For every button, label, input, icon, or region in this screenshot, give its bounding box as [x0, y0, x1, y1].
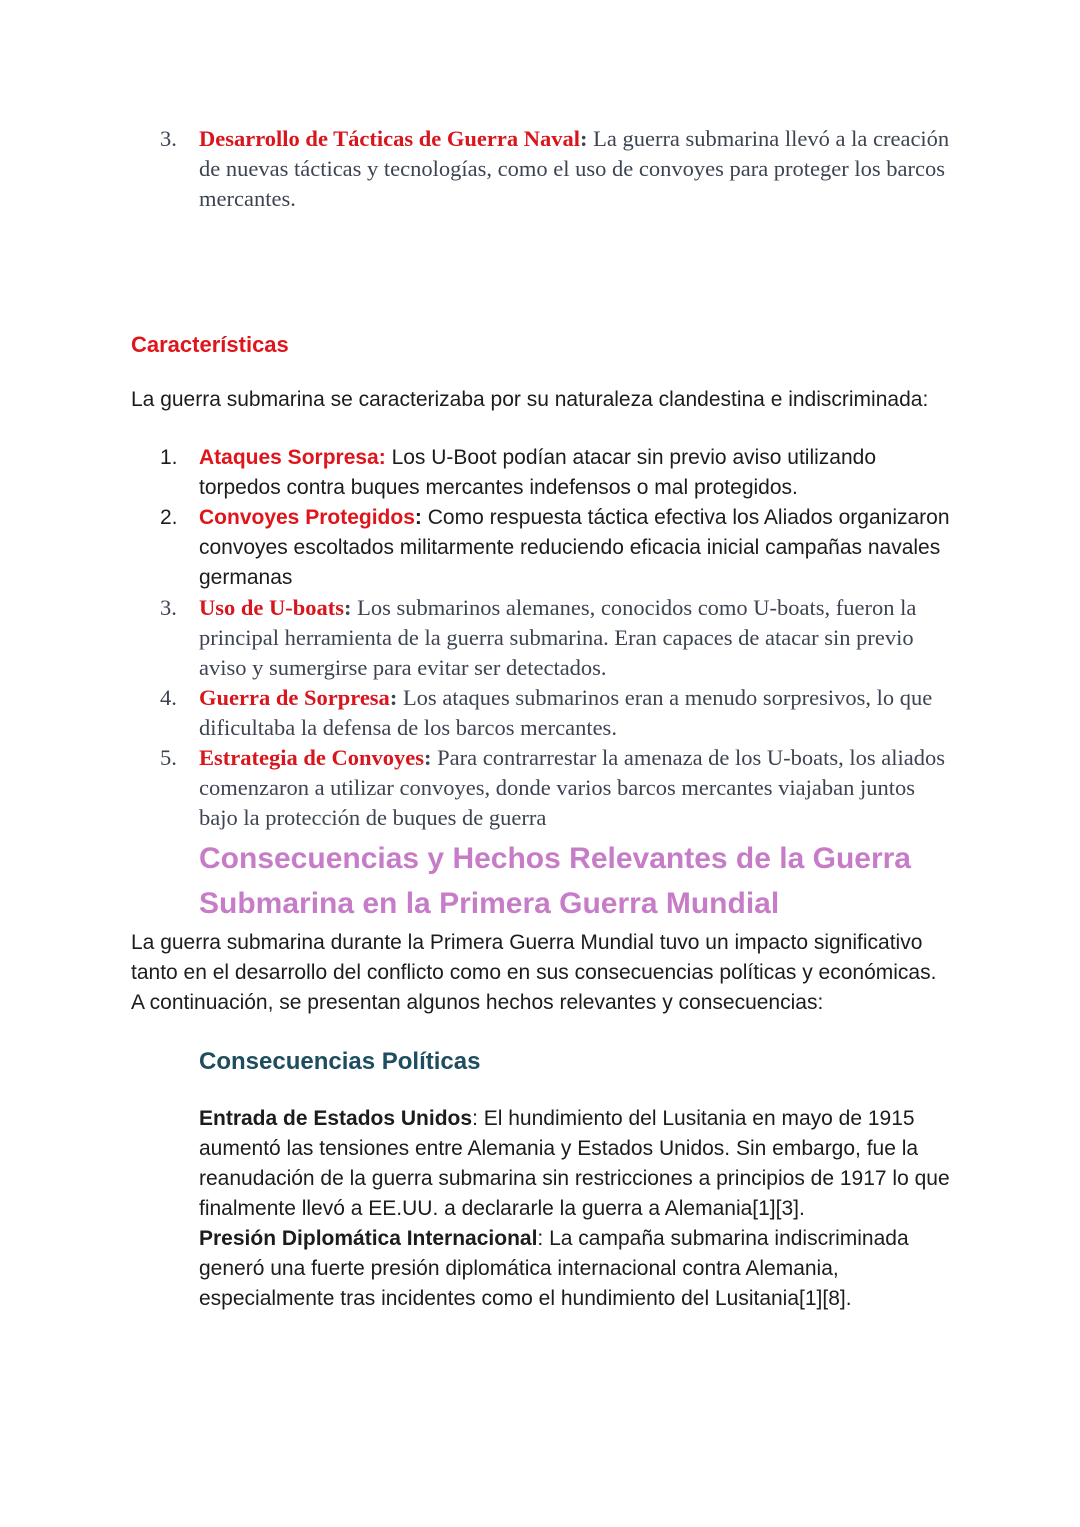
item-text: Para contrarrestar la amenaza de los U-boats, los aliados comenzaron a utilizar convoyes, donde varios barcos mercantes viajaban juntos bajo la protección de buques de guerra — [199, 745, 946, 830]
list-number: 3. — [160, 595, 177, 620]
list-item-guerra-de-sorpresa — [131, 683, 950, 743]
list-number: 3. — [160, 126, 177, 151]
subheading-consecuencias-politicas: Consecuencias Políticas — [199, 1048, 481, 1075]
item-text: Como respuesta táctica efectiva los Aliados organizaron convoyes escoltados militarmente reduciendo eficacia inicial campañas navales germanas — [199, 506, 950, 589]
item-lead-bold-red: Ataques Sorpresa: — [199, 446, 386, 469]
item-colon: : — [423, 745, 432, 770]
caracteristicas-list — [131, 443, 950, 833]
item-text: Los U-Boot podían atacar sin previo aviso utilizando torpedos contra buques mercantes indefensos o mal protegidos. — [199, 446, 877, 499]
list-number: 2. — [160, 506, 178, 529]
list-item-ataques-sorpresa — [131, 443, 950, 503]
item-lead-bold-red: Convoyes Protegidos — [199, 506, 415, 529]
page-title-consecuencias: Consecuencias y Hechos Relevantes de la Guerra Submarina en la Primera Guerra Mundial — [199, 842, 911, 920]
paragraph-text: La campaña submarina indiscriminada generó una fuerte presión diplomática internacional contra Alemania, especialmente tras incidentes como el hundimiento del Lusitania[1][8]. — [199, 1227, 909, 1310]
numbered-item-naval-tactics — [131, 124, 950, 214]
paragraph-colon: : — [472, 1107, 478, 1130]
list-number: 5. — [160, 745, 177, 770]
paragraph-entrada-estados-unidos — [199, 1104, 950, 1224]
item-text: La guerra submarina llevó a la creación de nuevas tácticas y tecnologías, como el uso de convoyes para proteger los barcos mercantes. — [199, 126, 950, 211]
paragraph-presion-diplomatica — [199, 1224, 950, 1314]
list-item-convoyes-protegidos — [131, 503, 950, 593]
item-lead-bold-red: Estrategia de Convoyes — [199, 745, 424, 770]
item-lead-bold-red: Guerra de Sorpresa — [199, 685, 390, 710]
paragraph-colon: : — [537, 1227, 544, 1250]
list-number: 4. — [160, 685, 177, 710]
section-heading-caracteristicas: Características — [131, 332, 289, 357]
item-text: Los ataques submarinos eran a menudo sorpresivos, lo que dificultaba la defensa de los barcos mercantes. — [199, 685, 933, 740]
item-lead-bold-red: Uso de U-boats — [199, 595, 345, 620]
consecuencias-intro: La guerra submarina durante la Primera Guerra Mundial tuvo un impacto significativo tanto en el desarrollo del conflicto como en sus consecuencias políticas y económicas. A continuación, se presentan algunos hechos relevantes y consecuencias: — [131, 931, 937, 1014]
list-number: 1. — [160, 446, 178, 469]
list-item-uso-de-uboats — [131, 593, 950, 683]
politicas-paragraphs — [199, 1104, 950, 1314]
item-colon: : — [414, 506, 422, 529]
paragraph-lead-bold: Entrada de Estados Unidos — [199, 1107, 473, 1130]
item-lead-bold-red: Desarrollo de Tácticas de Guerra Naval — [199, 126, 580, 151]
item-colon: : — [389, 685, 398, 710]
caracteristicas-intro: La guerra submarina se caracterizaba por su naturaleza clandestina e indiscriminada: — [131, 388, 929, 411]
paragraph-lead-bold: Presión Diplomática Internacional — [199, 1227, 538, 1250]
item-colon: : — [579, 126, 588, 151]
list-item-estrategia-de-convoyes — [131, 743, 950, 833]
paragraph-text: El hundimiento del Lusitania en mayo de 1915 aumentó las tensiones entre Alemania y Estados Unidos. Sin embargo, fue la reanudación de la guerra submarina sin restricciones a principios de 1917 lo que finalmente llevó a EE.UU. a declararle la guerra a Alemania[1][3]. — [199, 1107, 950, 1220]
item-colon: : — [344, 595, 352, 620]
item-text: Los submarinos alemanes, conocidos como U-boats, fueron la principal herramienta de la guerra submarina. Eran capaces de atacar sin previo aviso y sumergirse para evitar ser detectados. — [199, 595, 917, 680]
